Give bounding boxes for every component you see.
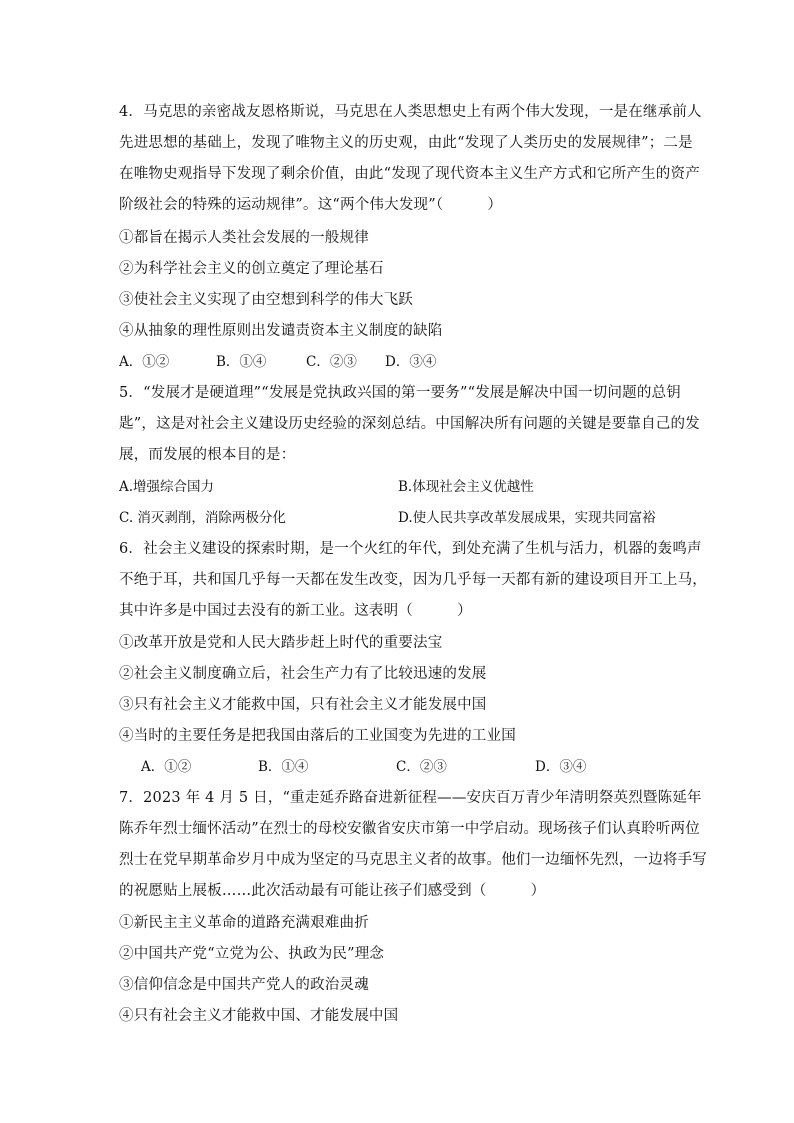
choice-b: B．①④	[258, 759, 309, 775]
question-6-stem-line: 其中许多是中国过去没有的新工业。这表明（ ）	[119, 603, 472, 619]
question-7-stem-line: 烈士在党早期革命岁月中成为坚定的马克思主义者的故事。他们一边缅怀先烈，一边将手写	[119, 852, 707, 868]
question-6-item: ④当时的主要任务是把我国由落后的工业国变为先进的工业国	[119, 728, 516, 744]
question-4-item: ①都旨在揭示人类社会发展的一般规律	[119, 230, 369, 246]
choice-d: D.使人民共享改革发展成果，实现共同富裕	[398, 510, 656, 526]
question-7-item: ④只有社会主义才能救中国、才能发展中国	[119, 1008, 399, 1024]
choice-b: B.体现社会主义优越性	[398, 479, 534, 495]
question-7-item: ①新民主主义革命的道路充满艰难曲折	[119, 915, 369, 931]
question-6-item: ②社会主义制度确立后，社会生产力有了比较迅速的发展	[119, 666, 487, 682]
question-7-item: ②中国共产党“立党为公、执政为民”理念	[119, 946, 385, 962]
question-7-stem-line: 陈乔年烈士缅怀活动”在烈士的母校安徽省安庆市第一中学启动。现场孩子们认真聆听两位	[119, 821, 700, 837]
choice-a: A.增强综合国力	[119, 479, 215, 495]
choice-a: A．①②	[119, 354, 170, 370]
question-4-item: ④从抽象的理性原则出发谴责资本主义制度的缺陷	[119, 323, 443, 339]
question-4-item: ③使社会主义实现了由空想到科学的伟大飞跃	[119, 292, 413, 308]
question-6-item: ③只有社会主义才能救中国，只有社会主义才能发展中国	[119, 697, 487, 713]
question-5-choices-row-1	[0, 477, 794, 497]
choice-d: D．③④	[385, 354, 437, 370]
question-6-stem-line: 不绝于耳，共和国几乎每一天都在发生改变，因为几乎每一天都有新的建设项目开工上马，	[119, 572, 707, 588]
choice-c: C. 消灭剥削，消除两极分化	[119, 510, 286, 526]
question-5-stem-line: 展，而发展的根本目的是：	[119, 447, 296, 463]
choice-c: C．②③	[396, 759, 447, 775]
question-4-item: ②为科学社会主义的创立奠定了理论基石	[119, 261, 384, 277]
question-6-stem-line: 6．社会主义建设的探索时期，是一个火红的年代，到处充满了生机与活力，机器的轰鸣声	[119, 541, 702, 557]
choice-d: D．③④	[535, 759, 587, 775]
question-4-stem-line: 阶级社会的特殊的运动规律”。这“两个伟大发现”（ ）	[119, 197, 503, 213]
choice-b: B．①④	[216, 354, 267, 370]
question-5-stem-line: 5．“发展才是硬道理”“发展是党执政兴国的第一要务”“发展是解决中国一切问题的总钥	[119, 385, 681, 401]
question-4-choices	[0, 352, 794, 372]
question-6-item: ①改革开放是党和人民大踏步赶上时代的重要法宝	[119, 635, 443, 651]
question-7-stem-line: 7．2023 年 4 月 5 日，“重走延乔路奋进新征程——安庆百万青少年清明祭英烈暨陈延年	[119, 790, 702, 806]
question-4-stem-line: 在唯物史观指导下发现了剩余价值，由此“发现了现代资本主义生产方式和它所产生的资产	[119, 166, 700, 182]
question-5-stem-line: 匙”，这是对社会主义建设历史经验的深刻总结。中国解决所有问题的关键是要靠自己的发	[119, 416, 700, 432]
choice-a: A．①②	[141, 759, 192, 775]
question-5-choices-row-2	[0, 508, 794, 528]
choice-c: C．②③	[306, 354, 357, 370]
question-4-stem-line: 4．马克思的亲密战友恩格斯说，马克思在人类思想史上有两个伟大发现，一是在继承前人	[119, 104, 702, 120]
question-7-item: ③信仰信念是中国共产党人的政治灵魂	[119, 977, 369, 993]
question-7-stem-line: 的祝愿贴上展板……此次活动最有可能让孩子们感受到（ ）	[119, 883, 546, 899]
question-4-stem-line: 先进思想的基础上，发现了唯物主义的历史观，由此“发现了人类历史的发展规律”；二是	[119, 135, 693, 151]
question-6-choices	[0, 757, 794, 777]
